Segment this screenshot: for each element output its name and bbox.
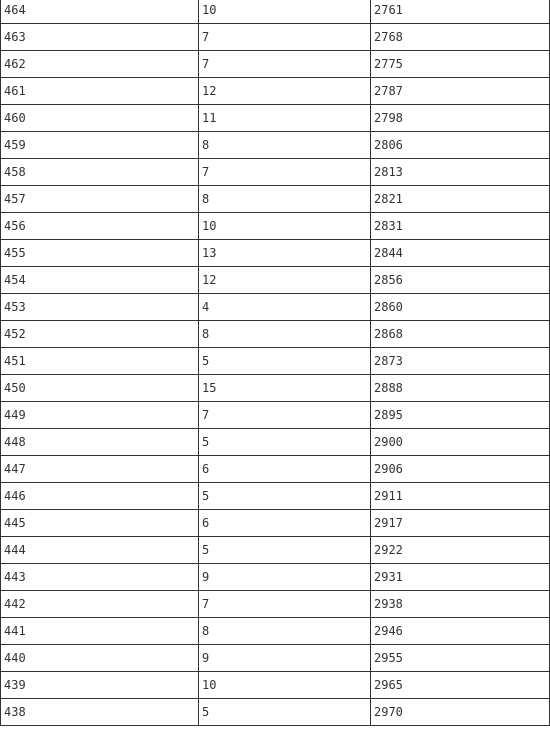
score-cell: 440 xyxy=(1,645,199,672)
count-cell: 12 xyxy=(199,78,371,105)
score-cell: 461 xyxy=(1,78,199,105)
cumulative-cell: 2955 xyxy=(371,645,550,672)
count-cell: 5 xyxy=(199,537,371,564)
cumulative-cell: 2798 xyxy=(371,105,550,132)
score-cell: 446 xyxy=(1,483,199,510)
table-row xyxy=(1,105,550,132)
cumulative-cell: 2775 xyxy=(371,51,550,78)
cumulative-cell: 2946 xyxy=(371,618,550,645)
cumulative-cell: 2970 xyxy=(371,699,550,726)
table-row xyxy=(1,537,550,564)
cumulative-cell: 2931 xyxy=(371,564,550,591)
count-cell: 13 xyxy=(199,240,371,267)
cumulative-cell: 2813 xyxy=(371,159,550,186)
count-cell: 8 xyxy=(199,618,371,645)
count-cell: 8 xyxy=(199,186,371,213)
table-row xyxy=(1,429,550,456)
score-cell: 457 xyxy=(1,186,199,213)
table-row xyxy=(1,456,550,483)
count-cell: 12 xyxy=(199,267,371,294)
score-cell: 463 xyxy=(1,24,199,51)
count-cell: 7 xyxy=(199,159,371,186)
score-cell: 464 xyxy=(1,0,199,24)
table-row xyxy=(1,618,550,645)
table-body xyxy=(1,0,550,726)
score-cell: 456 xyxy=(1,213,199,240)
count-cell: 5 xyxy=(199,699,371,726)
table-row xyxy=(1,510,550,537)
score-cell: 454 xyxy=(1,267,199,294)
table-row xyxy=(1,591,550,618)
count-cell: 10 xyxy=(199,672,371,699)
table-row xyxy=(1,213,550,240)
table-row xyxy=(1,132,550,159)
count-cell: 8 xyxy=(199,132,371,159)
score-cell: 441 xyxy=(1,618,199,645)
score-cell: 448 xyxy=(1,429,199,456)
cumulative-cell: 2906 xyxy=(371,456,550,483)
cumulative-cell: 2868 xyxy=(371,321,550,348)
count-cell: 7 xyxy=(199,402,371,429)
cumulative-cell: 2806 xyxy=(371,132,550,159)
cumulative-cell: 2965 xyxy=(371,672,550,699)
count-cell: 5 xyxy=(199,429,371,456)
cumulative-cell: 2938 xyxy=(371,591,550,618)
cumulative-cell: 2821 xyxy=(371,186,550,213)
score-cell: 453 xyxy=(1,294,199,321)
score-cell: 451 xyxy=(1,348,199,375)
score-cell: 443 xyxy=(1,564,199,591)
score-cell: 447 xyxy=(1,456,199,483)
score-cell: 450 xyxy=(1,375,199,402)
score-cell: 462 xyxy=(1,51,199,78)
count-cell: 6 xyxy=(199,510,371,537)
cumulative-cell: 2895 xyxy=(371,402,550,429)
count-cell: 9 xyxy=(199,645,371,672)
count-cell: 9 xyxy=(199,564,371,591)
cumulative-cell: 2768 xyxy=(371,24,550,51)
cumulative-cell: 2831 xyxy=(371,213,550,240)
score-cell: 459 xyxy=(1,132,199,159)
score-cell: 442 xyxy=(1,591,199,618)
count-cell: 10 xyxy=(199,0,371,24)
score-cell: 458 xyxy=(1,159,199,186)
table-row xyxy=(1,78,550,105)
count-cell: 5 xyxy=(199,348,371,375)
cumulative-cell: 2761 xyxy=(371,0,550,24)
score-cell: 452 xyxy=(1,321,199,348)
table-row xyxy=(1,267,550,294)
cumulative-cell: 2860 xyxy=(371,294,550,321)
table-row xyxy=(1,375,550,402)
table-row xyxy=(1,483,550,510)
table-row xyxy=(1,699,550,726)
cumulative-cell: 2900 xyxy=(371,429,550,456)
score-cell: 455 xyxy=(1,240,199,267)
count-cell: 7 xyxy=(199,591,371,618)
score-cell: 460 xyxy=(1,105,199,132)
count-cell: 4 xyxy=(199,294,371,321)
table-row xyxy=(1,159,550,186)
score-cell: 449 xyxy=(1,402,199,429)
score-cell: 445 xyxy=(1,510,199,537)
table-row xyxy=(1,24,550,51)
score-cell: 444 xyxy=(1,537,199,564)
cumulative-cell: 2844 xyxy=(371,240,550,267)
table-row xyxy=(1,348,550,375)
count-cell: 15 xyxy=(199,375,371,402)
cumulative-cell: 2888 xyxy=(371,375,550,402)
table-row xyxy=(1,321,550,348)
table-row xyxy=(1,0,550,24)
count-cell: 7 xyxy=(199,51,371,78)
count-cell: 7 xyxy=(199,24,371,51)
cumulative-cell: 2787 xyxy=(371,78,550,105)
score-cell: 439 xyxy=(1,672,199,699)
cumulative-cell: 2873 xyxy=(371,348,550,375)
count-cell: 5 xyxy=(199,483,371,510)
table-row xyxy=(1,645,550,672)
cumulative-cell: 2922 xyxy=(371,537,550,564)
count-cell: 6 xyxy=(199,456,371,483)
table-row xyxy=(1,294,550,321)
cumulative-cell: 2856 xyxy=(371,267,550,294)
table-row xyxy=(1,564,550,591)
count-cell: 11 xyxy=(199,105,371,132)
table-row xyxy=(1,240,550,267)
cumulative-cell: 2911 xyxy=(371,483,550,510)
score-cell: 438 xyxy=(1,699,199,726)
table-row xyxy=(1,672,550,699)
count-cell: 8 xyxy=(199,321,371,348)
table-row xyxy=(1,51,550,78)
count-cell: 10 xyxy=(199,213,371,240)
table-row xyxy=(1,186,550,213)
table-row xyxy=(1,402,550,429)
cumulative-cell: 2917 xyxy=(371,510,550,537)
